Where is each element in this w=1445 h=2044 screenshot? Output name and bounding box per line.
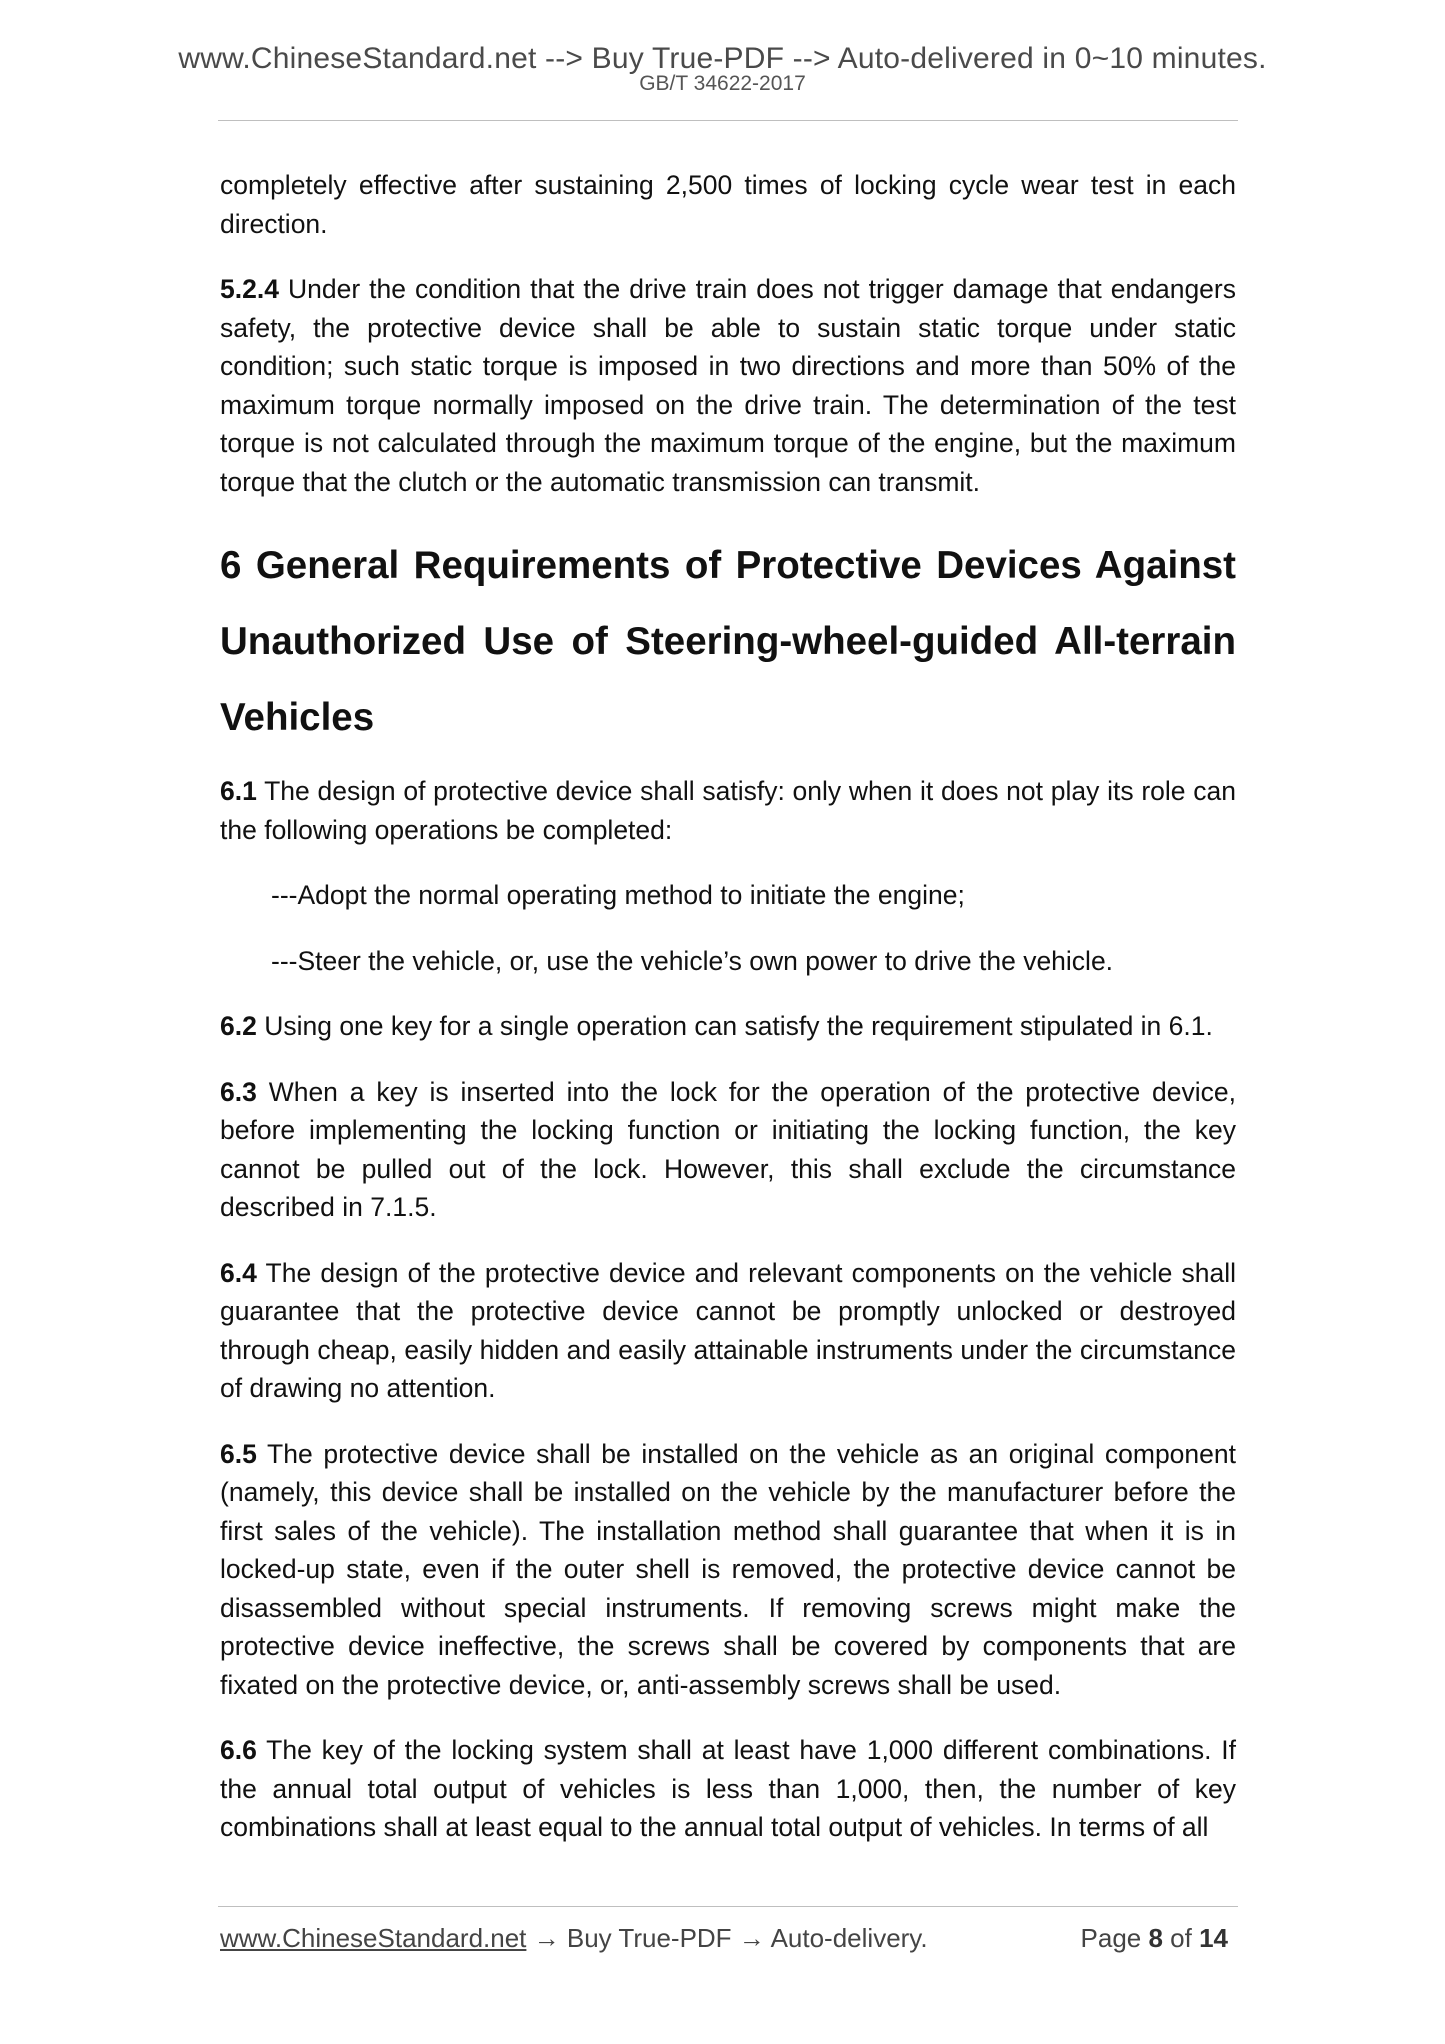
page-indicator	[1081, 1923, 1228, 1954]
footer-divider	[218, 1906, 1238, 1907]
clause-6-1	[220, 772, 1236, 849]
clause-6-5	[220, 1435, 1236, 1705]
clause-6-3	[220, 1073, 1236, 1227]
clause-number: 6.6	[220, 1735, 257, 1765]
footer-promo	[220, 1923, 928, 1954]
standard-code: GB/T 34622-2017	[639, 72, 806, 95]
clause-text: The design of protective device shall satisfy: only when it does not play its role can the following operations be completed:	[220, 776, 1236, 845]
paragraph-continuation: completely effective after sustaining 2,500 times of locking cycle wear test in each direction.	[220, 170, 1236, 239]
clause-6-6	[220, 1731, 1236, 1847]
page-footer	[220, 1923, 1236, 1963]
clause-number: 6.5	[220, 1438, 257, 1469]
clause-text: Using one key for a single operation can satisfy the requirement stipulated in 6.1.	[256, 1011, 1213, 1041]
clause-number: 6.1	[220, 776, 257, 806]
clause-text: Under the condition that the drive train does not trigger damage that endangers safety, the protective device shall be able to sustain static torque under static condition; such static torque is imposed in two directions and more than 50% of the maximum torque normally imposed on the drive train. The determination of the test torque is not calculated through the maximum torque of the engine, but the maximum torque that the clutch or the automatic transmission can transmit.	[220, 274, 1236, 497]
footer-promo-text: → Buy True-PDF → Auto-delivery.	[526, 1923, 928, 1953]
dash-item: ---Steer the vehicle, or, use the vehicle’s own power to drive the vehicle.	[271, 945, 1114, 976]
clause-6-4	[220, 1254, 1236, 1408]
page-number: 8	[1148, 1923, 1163, 1953]
clause-number: 6.3	[220, 1076, 257, 1107]
site-banner: www.ChineseStandard.net --> Buy True-PDF --> Auto-delivered in 0~10 minutes.	[178, 42, 1267, 75]
page-content	[220, 166, 1236, 1874]
clause-text: The protective device shall be installed on the vehicle as an original component (namely, this device shall be installed on the vehicle by the manufacturer before the first sales of the vehicle). The installation method shall guarantee that when it is in locked-up state, even if the outer shell is removed, the protective device cannot be disassembled without special instruments. If removing screws might make the protective device ineffective, the screws shall be covered by components that are fixated on the protective device, or, anti-assembly screws shall be used.	[220, 1438, 1236, 1700]
clause-number: 5.2.4	[220, 274, 279, 304]
clause-text: When a key is inserted into the lock for the operation of the protective device, before implementing the locking function or initiating the locking function, the key cannot be pulled out of the lock. However, this shall exclude the circumstance described in 7.1.5.	[220, 1076, 1236, 1222]
clause-number: 6.4	[220, 1257, 257, 1288]
clause-6-2	[220, 1007, 1236, 1046]
dash-item: ---Adopt the normal operating method to initiate the engine;	[271, 880, 965, 910]
of-label: of	[1162, 1923, 1200, 1953]
clause-number: 6.2	[220, 1011, 257, 1041]
footer-site-link[interactable]: www.ChineseStandard.net	[220, 1923, 527, 1953]
clause-text: The key of the locking system shall at least have 1,000 different combinations. If the annual total output of vehicles is less than 1,000, then, the number of key combinations shall at least equal to the annual total output of vehicles. In terms of all	[220, 1735, 1236, 1842]
page-label: Page	[1080, 1923, 1149, 1953]
clause-5-2-4	[220, 270, 1236, 501]
header-divider	[218, 120, 1238, 121]
section-6-heading: 6 General Requirements of Protective Devices Against Unauthorized Use of Steering-wheel-guided All-terrain Vehicles	[220, 544, 1236, 739]
page-total: 14	[1199, 1923, 1228, 1953]
clause-text: The design of the protective device and relevant components on the vehicle shall guarantee that the protective device cannot be promptly unlocked or destroyed through cheap, easily hidden and easily attainable instruments under the circumstance of drawing no attention.	[220, 1257, 1236, 1403]
